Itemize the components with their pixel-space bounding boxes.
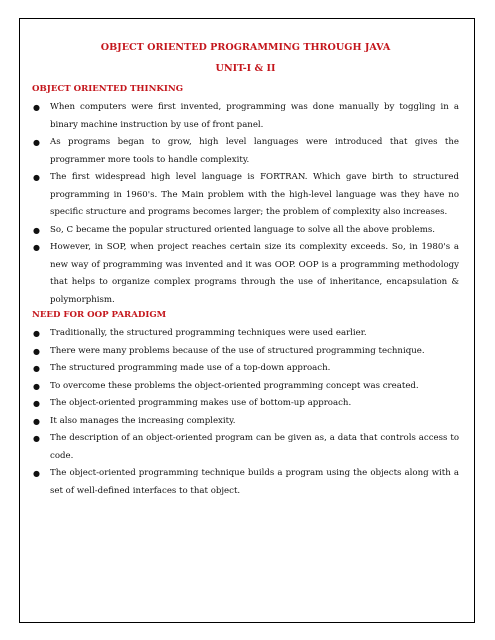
list-item (32, 222, 459, 240)
list-item (32, 360, 459, 378)
need-for-oop-list (32, 325, 459, 500)
bullet-icon: ● (33, 364, 40, 373)
unit-title: UNIT-I & II (215, 63, 276, 74)
section-heading-need-for-oop: NEED FOR OOP PARADIGM (32, 310, 167, 320)
bullet-icon: ● (33, 434, 40, 443)
bullet-icon: ● (33, 469, 40, 478)
list-item-text: The first widespread high level language is FORTRAN. Which gave birth to structured programming in 1960's. The Main problem with the high-level language was they have no specific structure and programs becomes larger; the problem of complexity also increases. (50, 172, 459, 217)
oo-thinking-list (32, 99, 459, 309)
list-item-text: The object-oriented programming technique builds a program using the objects along with a set of well-defined interfaces to that object. (50, 468, 459, 496)
list-item-text: So, C became the popular structured oriented language to solve all the above problems. (50, 224, 435, 235)
list-item (32, 465, 459, 500)
bullet-icon: ● (33, 225, 40, 235)
bullet-icon: ● (33, 381, 40, 391)
list-item-text: To overcome these problems the object-oriented programming concept was created. (50, 380, 419, 391)
list-item (32, 378, 459, 396)
bullet-icon: ● (33, 416, 40, 426)
list-item-text: The description of an object-oriented program can be given as, a data that controls access to code. (50, 433, 459, 461)
list-item-text: As programs began to grow, high level languages were introduced that gives the programmer more tools to handle complexity. (50, 137, 459, 165)
bullet-icon: ● (33, 346, 40, 356)
list-item-text: Traditionally, the structured programming techniques were used earlier. (50, 328, 367, 338)
list-item (32, 343, 459, 361)
list-item-text: However, in SOP, when project reaches certain size its complexity exceeds. So, in 1980's a new way of programming was invented and it was OOP. OOP is a programming methodology that helps to organize complex programs through the use of inheritance, encapsulation & polymorphism. (50, 242, 459, 305)
document-title: OBJECT ORIENTED PROGRAMMING THROUGH JAVA (100, 42, 391, 53)
bullet-icon: ● (33, 243, 40, 252)
list-item-text: It also manages the increasing complexity. (50, 415, 236, 426)
bullet-icon: ● (33, 329, 40, 338)
list-item (32, 134, 459, 169)
list-item-text: The structured programming made use of a top-down approach. (50, 363, 331, 373)
list-item-text: There were many problems because of the use of structured programming technique. (50, 345, 425, 356)
list-item (32, 99, 459, 134)
bullet-icon: ● (33, 399, 40, 408)
bullet-icon: ● (33, 138, 40, 147)
list-item (32, 430, 459, 465)
list-item-text: When computers were first invented, programming was done manually by toggling in a binary machine instruction by use of front panel. (50, 102, 459, 130)
bullet-icon: ● (33, 103, 40, 112)
list-item (32, 413, 459, 431)
list-item (32, 395, 459, 413)
list-item (32, 325, 459, 343)
bullet-icon: ● (33, 173, 40, 182)
list-item (32, 169, 459, 222)
list-item-text: The object-oriented programming makes use of bottom-up approach. (50, 398, 352, 408)
document-body (19, 41, 475, 500)
list-item (32, 239, 459, 309)
section-heading-oo-thinking: OBJECT ORIENTED THINKING (32, 84, 184, 94)
